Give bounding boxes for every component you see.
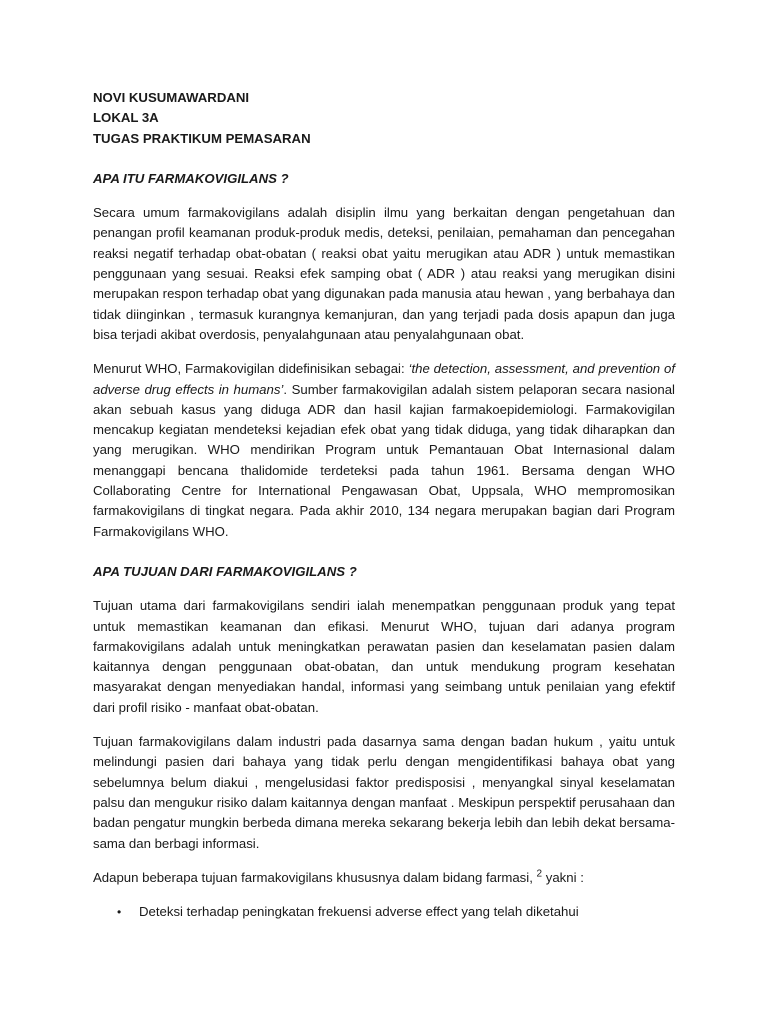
paragraph-purpose-industry: Tujuan farmakovigilans dalam industri pada dasarnya sama dengan badan hukum , yaitu untuk melindungi pasien dari bahaya yang tidak perlu dengan mengidentifikasi bahaya obat yang sebelumnya belum diakui , mengelusidasi faktor predisposisi , menyangkal sinyal keselamatan palsu dan mengukur risiko dalam kaitannya dengan manfaat . Meskipun perspektif perusahaan dan badan pengatur mungkin berbeda dimana mereka sekarang bekerja lebih dan lebih dekat bersama-sama dan berbagi informasi. xyxy=(93,734,675,851)
section-heading-purpose: APA TUJUAN DARI FARMAKOVIGILANS ? xyxy=(93,563,357,579)
list-intro-text: Adapun beberapa tujuan farmakovigilans khususnya dalam bidang farmasi, xyxy=(93,869,533,885)
who-intro-text: Menurut WHO, Farmakovigilan didefinisikan sebagai: xyxy=(93,361,409,377)
purpose-list xyxy=(93,902,675,922)
author-name: NOVI KUSUMAWARDANI xyxy=(93,90,250,105)
paragraph-who-definition xyxy=(93,359,675,542)
who-rest-text: . Sumber farmakovigilan adalah sistem pelaporan secara nasional akan sebuah kasus yang diduga ADR dan hasil kajian farmakoepidemiologi. Farmakovigilan mencakup kegiatan mendeteksi kejadian efek obat yang tidak diduga, yang tidak diharapkan dan yang merugikan. WHO mendirikan Program untuk Pemantauan Obat Internasional dalam menanggapi bencana thalidomide terdeteksi pada tahun 1961. Bersama dengan WHO Collaborating Centre for International Pengawasan Obat, Uppsala, WHO mempromosikan farmakovigilans di tingkat negara. Pada akhir 2010, 134 negara merupakan bagian dari Program Farmakovigilans WHO. xyxy=(93,381,675,539)
paragraph-purpose-main: Tujuan utama dari farmakovigilans sendiri ialah menempatkan penggunaan produk yang tepat untuk memastikan keamanan dan efikasi. Menurut WHO, tujuan dari adanya program farmakovigilans adalah untuk meningkatkan perawatan pasien dan keselamatan pasien dalam kaitannya dengan penggunaan obat-obatan, dan untuk mendukung program kesehatan masyarakat dengan menyediakan handal, informasi yang seimbang untuk penilaian yang efektif dari profil risiko - manfaat obat-obatan. xyxy=(93,598,675,715)
footnote-ref: 2 xyxy=(536,868,543,880)
section-heading-definition: APA ITU FARMAKOVIGILANS ? xyxy=(93,170,289,186)
list-item-text: Deteksi terhadap peningkatan frekuensi adverse effect yang telah diketahui xyxy=(139,904,579,920)
list-intro-end: yakni : xyxy=(542,869,584,885)
who-quote: ‘the detection, assessment, and prevention of adverse drug effects in humans’ xyxy=(93,361,675,397)
paragraph-definition: Secara umum farmakovigilans adalah disiplin ilmu yang berkaitan dengan pengetahuan dan penangan profil keamanan produk-produk medis, deteksi, penilaian, pemahaman dan pencegahan reaksi negatif terhadap obat-obatan ( reaksi obat yaitu merugikan atau ADR ) untuk memastikan penggunaan yang sesuai. Reaksi efek samping obat ( ADR ) atau reaksi yang merugikan disini merupakan respon terhadap obat yang digunakan pada manusia atau hewan , yang berbahaya dan tidak diinginkan , termasuk kurangnya kemanjuran, dan yang terjadi pada dosis apapun dan juga bisa terjadi akibat overdosis, penyalahgunaan atau penyalahgunaan obat. xyxy=(93,205,675,342)
list-item xyxy=(93,902,675,922)
paragraph-list-intro xyxy=(93,868,675,888)
document-page xyxy=(93,88,675,922)
assignment-title: TUGAS PRAKTIKUM PEMASARAN xyxy=(93,130,311,146)
bullet-icon: • xyxy=(117,905,122,920)
class-label: LOKAL 3A xyxy=(93,110,159,126)
